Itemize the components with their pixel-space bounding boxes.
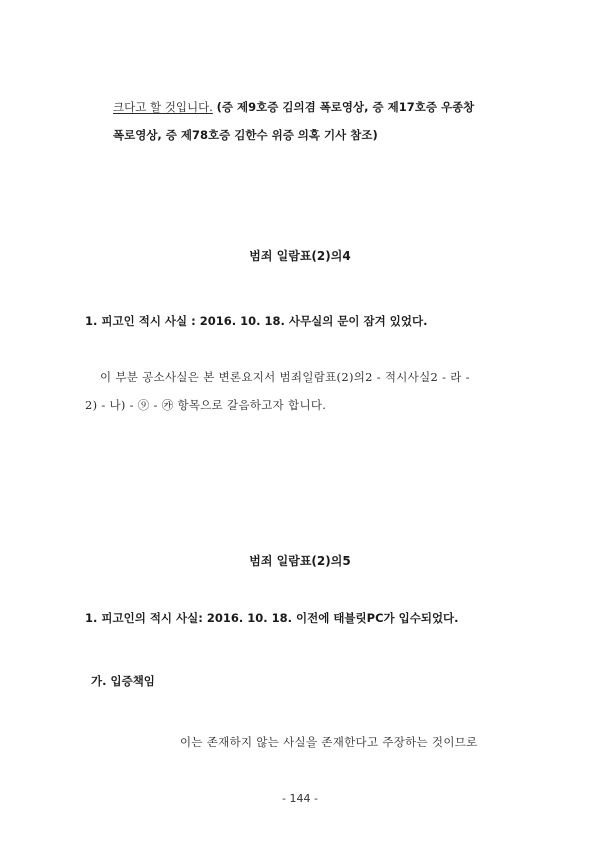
section-4-paragraph-line-2: 2) - 나) - ⑨ - ㉮ 항목으로 갈음하고자 합니다.	[85, 398, 327, 412]
section-5-subheading: 가. 입증책임	[91, 674, 155, 688]
section-5-paragraph-line-1: 이는 존재하지 않는 사실을 존재한다고 주장하는 것이므로	[180, 735, 478, 749]
intro-reference-2: 폭로영상, 증 제78호증 김한수 위증 의혹 기사 참조)	[113, 128, 378, 142]
intro-underlined-text: 크다고 할 것입니다.	[113, 100, 213, 114]
intro-line-1	[113, 99, 474, 115]
page-number: - 144 -	[282, 792, 318, 805]
intro-reference-1: (증 제9호증 김의겸 폭로영상, 증 제17호증 우종창	[216, 100, 475, 114]
section-4-item-1: 1. 피고인 적시 사실 : 2016. 10. 18. 사무실의 문이 잠겨 있었다.	[85, 314, 428, 328]
section-5-heading: 범죄 일람표(2)의5	[249, 554, 351, 568]
section-5-item-1: 1. 피고인의 적시 사실: 2016. 10. 18. 이전에 태블릿PC가 입수되었다.	[85, 611, 459, 625]
section-4-heading: 범죄 일람표(2)의4	[249, 249, 351, 263]
section-4-paragraph-line-1: 이 부분 공소사실은 본 변론요지서 범죄일람표(2)의2 - 적시사실2 - 라 -	[100, 370, 470, 384]
